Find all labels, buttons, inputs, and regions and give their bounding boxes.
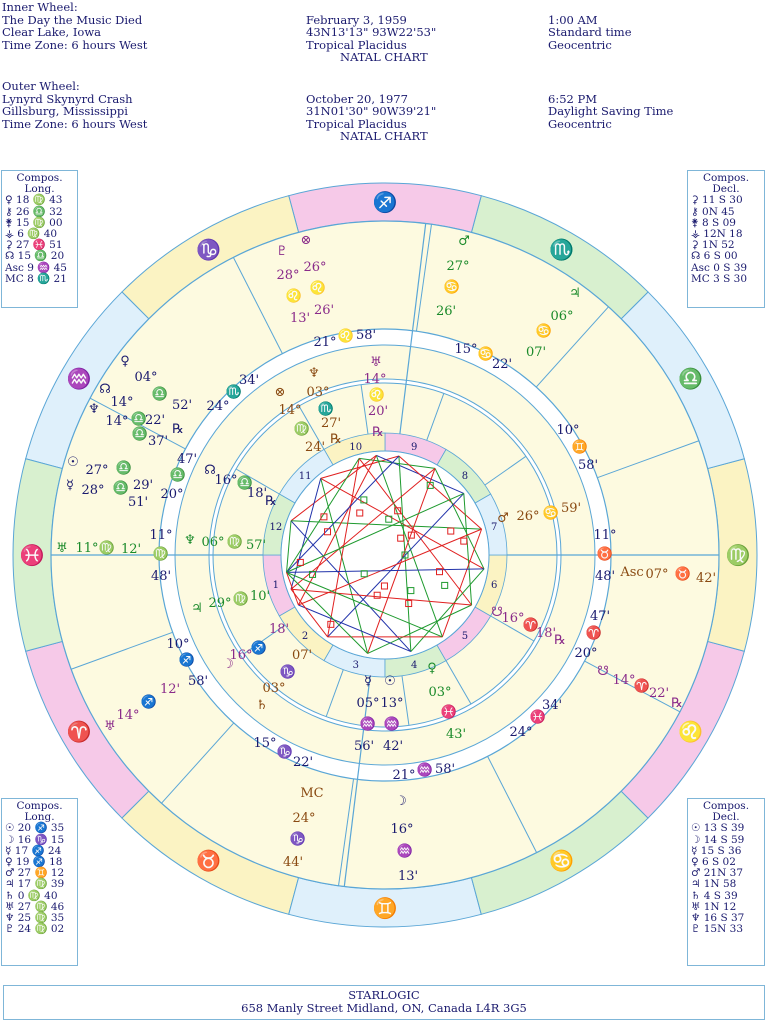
box-row: ♀ 19 ♐ 18 [5,856,63,869]
chart-label: 12' [120,542,142,557]
chart-label: ♋ [542,506,560,521]
zodiac-sign-glyph: ♊ [372,896,398,920]
outer-wheel-name: Lynyrd Skynyrd Crash [2,91,133,106]
chart-label: ♎ [112,481,130,496]
chart-label: ♄ [256,698,268,713]
box-row: ☿ 17 ♐ 24 [5,844,62,857]
house-number: 3 [352,660,359,672]
chart-label: ♆ [88,402,100,417]
chart-label: 26° [516,509,540,524]
chart-label: ♎ [131,427,149,442]
box-row: ⚳ 11 S 30 [691,194,743,207]
chart-label: ♅ [56,541,68,556]
chart-label: ♋ [443,280,461,295]
house-number: 4 [411,660,418,672]
house-number: 6 [490,580,498,592]
chart-label: ♆ [308,366,320,381]
zodiac-sign-glyph: ♏ [549,237,574,262]
chart-label: 20° [574,646,598,661]
chart-label: 26' [313,303,335,318]
box-row: MC 8 ♏ 21 [5,272,67,285]
chart-label: ♍ [98,541,116,556]
inner-wheel-timezone: Time Zone: 6 hours West [2,37,148,52]
inner-wheel-middle [306,14,436,64]
box-title: Compos. [702,172,750,184]
chart-label: ♉ [674,567,692,582]
chart-label: 28° [276,268,300,283]
chart-label: 34' [541,698,563,713]
chart-label: 14° [363,372,387,387]
zodiac-sign-glyph: ♒ [66,366,92,391]
chart-label: ☿ [66,478,74,493]
box-row: ⚶ 12N 18 [691,228,743,241]
house-number: 9 [411,441,418,453]
chart-label: ♐ [140,695,158,710]
chart-label: 14° [105,414,129,429]
chart-label: 04° [134,370,158,385]
chart-label: 07' [525,345,547,360]
footer-company: STARLOGIC [348,988,420,1002]
chart-label: ♋ [477,347,495,362]
chart-label: 07' [291,648,313,663]
chart-label: 20' [367,404,389,419]
chart-label: MC [300,786,324,801]
box-row: ♃ 17 ♍ 39 [5,878,65,891]
chart-label: ♎ [151,387,169,402]
chart-label: 13° [380,696,404,711]
chart-label: 14° [612,673,636,688]
chart-label: 22' [144,413,166,428]
chart-label: 15° [253,736,277,751]
chart-label: 21° [313,335,337,350]
chart-label: 13' [289,311,311,326]
chart-label: ♌ [285,289,303,304]
house-number: 10 [349,441,363,453]
chart-label: 56' [353,739,375,754]
zodiac-sign-glyph: ♉ [196,848,221,873]
box-row: ⚷ 26 ♎ 32 [5,205,63,218]
chart-label: ♋ [535,324,553,339]
chart-label: ♏ [317,402,335,417]
chart-label: ♓ [440,705,458,720]
composite-longitude-box-bottom [1,798,78,966]
chart-label: 24° [206,399,230,414]
chart-label: 13' [397,869,419,884]
box-row: MC 3 S 30 [691,272,748,285]
chart-label: ☽ [222,657,234,672]
chart-label: 57' [245,538,267,553]
chart-label: ☋ [597,664,609,679]
box-row: Asc 0 S 39 [691,261,748,274]
chart-label: 48' [150,569,172,584]
box-row: ♆ 25 ♍ 35 [5,912,65,925]
zodiac-sign-glyph: ♍ [725,543,751,567]
box-row: ⚵ 15 ♍ 00 [5,216,63,229]
chart-label: 24' [304,440,326,455]
outer-wheel-center: Geocentric [548,116,612,131]
chart-label: ⊗ [274,385,286,400]
chart-label: 14° [278,403,302,418]
footer-address: 658 Manly Street Midland, ON, Canada L4R 3G5 [241,1001,527,1015]
chart-label: ♑ [276,745,294,760]
box-row: ☽ 14 S 59 [691,833,745,846]
house-number: 1 [272,580,280,592]
chart-label: ♎ [169,468,187,483]
chart-label: 10' [249,589,271,604]
chart-label: 47' [176,452,198,467]
chart-label: 07° [645,567,669,582]
chart-label: 12' [159,682,181,697]
chart-label: ♎ [236,476,254,491]
chart-label: ♐ [250,641,268,656]
inner-wheel-name: The Day the Music Died [2,12,143,27]
inner-wheel-left [2,1,147,51]
zodiac-sign-glyph: ♓ [19,543,45,567]
chart-label: ♃ [569,286,581,301]
chart-label: ☊ [204,463,216,478]
composite-longitude-box-top [1,170,78,308]
box-row: ♂ 27 ♊ 12 [5,867,65,880]
chart-label: 03° [428,685,452,700]
chart-label: ♀ [427,661,437,676]
box-row: ♃ 1N 58 [691,878,737,891]
outer-wheel-right [548,93,673,131]
chart-label: 10° [556,423,580,438]
chart-label: 14° [110,395,134,410]
chart-label: 16° [214,473,238,488]
outer-wheel-place: Gillsburg, Mississippi [2,104,128,119]
chart-label: ℞ [671,696,683,711]
box-row: ☽ 16 ♑ 15 [5,833,65,846]
house-number: 2 [301,630,309,642]
chart-label: 24° [292,811,316,826]
chart-label: 03° [262,681,286,696]
chart-label: ♌ [309,281,327,296]
chart-label: ☉ [67,455,79,470]
box-row: ♀ 18 ♍ 43 [5,194,63,207]
box-row: ⚵ 8 S 09 [691,216,736,229]
chart-label: ♒ [359,717,377,732]
chart-label: 26° [303,260,327,275]
inner-wheel-system: Tropical Placidus [306,37,407,52]
chart-label: ♌ [368,388,386,403]
inner-wheel-title: Inner Wheel: [2,0,78,14]
outer-wheel-coords: 31N01'30" 90W39'21" [306,104,437,119]
chart-label: 24° [509,725,533,740]
chart-label: ♍ [152,547,170,562]
box-row: ♅ 27 ♍ 46 [5,900,65,913]
box-subtitle: Long. [24,183,55,196]
inner-wheel-time: 1:00 AM [548,12,598,27]
chart-label: 11° [75,541,99,556]
zodiac-sign-glyph: ♑ [196,237,221,262]
chart-label: ♐ [178,653,196,668]
chart-label: ♊ [571,440,589,455]
chart-label: ♒ [383,717,401,732]
box-row: ☊ 6 S 00 [691,250,738,263]
chart-label: ♀ [120,354,130,369]
bi-wheel-chart [0,160,768,985]
chart-label: ♒ [396,844,414,859]
chart-label: ☊ [99,382,111,397]
box-row: ♄ 0 ♍ 40 [5,889,58,902]
chart-label: 27' [320,416,342,431]
chart-label: ♈ [633,679,651,694]
chart-label: ☋ [491,605,503,620]
outer-wheel-system: Tropical Placidus [306,116,407,131]
chart-label: 29° [208,596,232,611]
chart-label: 42' [382,739,404,754]
outer-wheel-left [2,80,147,130]
chart-label: ℞ [554,633,566,648]
chart-label: ♍ [293,422,311,437]
footer-credit [3,985,765,1020]
box-row: ☊ 15 ♎ 20 [5,250,65,263]
outer-wheel-middle [306,93,436,143]
chart-label: 58' [187,674,209,689]
chart-label: 59' [560,501,582,516]
zodiac-sign-glyph: ♌ [678,719,704,744]
chart-label: ⊗ [300,233,312,248]
inner-wheel-timetype: Standard time [548,25,632,40]
chart-label: ♇ [276,244,288,259]
box-row: ♄ 4 S 39 [691,889,738,902]
chart-label: 22' [292,755,314,770]
box-row: ⚳ 1N 52 [691,239,735,252]
chart-label: ♂ [458,234,470,249]
chart-label: ♌ [337,329,355,344]
chart-label: ♂ [497,511,509,526]
zodiac-sign-glyph: ♈ [66,719,92,744]
chart-label: ♑ [279,665,297,680]
chart-label: ℞ [265,494,277,509]
outer-wheel-time: 6:52 PM [548,91,597,106]
chart-label: 22' [648,686,670,701]
house-number: 11 [298,471,312,483]
chart-label: ♏ [225,385,243,400]
box-row: ☿ 15 S 36 [691,844,742,857]
box-subtitle: Long. [24,811,55,824]
chart-label: 03° [306,385,330,400]
chart-label: 06° [201,535,225,550]
chart-label: 34' [238,373,260,388]
chart-label: ♈ [585,626,603,641]
chart-label: 51' [127,495,149,510]
chart-label: 22' [491,357,513,372]
outer-wheel-title: Outer Wheel: [2,79,80,93]
chart-label: ♒ [416,763,434,778]
chart-label: ♎ [115,461,133,476]
chart-label: ℞ [330,432,342,447]
chart-label: ♈ [522,618,540,633]
chart-label: 21° [392,768,416,783]
inner-wheel-date: February 3, 1959 [306,12,407,27]
chart-label: ♓ [529,710,547,725]
box-row: Asc 9 ♒ 45 [5,261,67,274]
chart-label: ♃ [191,601,203,616]
chart-label: 11° [593,528,617,543]
chart-label: ♍ [226,535,244,550]
box-row: ⚷ 0N 45 [691,205,735,218]
box-title: Compos. [702,800,750,812]
chart-label: ♍ [232,592,250,607]
zodiac-sign-glyph: ♐ [372,190,398,214]
chart-label: ℞ [172,422,184,437]
house-number: 12 [269,521,283,533]
chart-label: 47' [589,609,611,624]
chart-label: 48' [594,569,616,584]
outer-wheel-chart: NATAL CHART [340,129,428,144]
composite-declination-box-bottom [687,798,765,966]
chart-label: ♎ [130,412,148,427]
chart-label: ☽ [395,794,407,809]
house-number: 5 [461,630,469,642]
chart-label: 42' [695,571,717,586]
inner-wheel-right [548,14,632,52]
zodiac-sign-glyph: ♋ [549,848,574,873]
box-row: ♆ 16 S 37 [691,912,745,925]
box-row: ♀ 6 S 02 [691,856,736,869]
box-title: Compos. [16,172,63,184]
box-row: ☉ 13 S 39 [691,822,745,835]
chart-label: ♑ [289,832,307,847]
chart-label: 10° [166,637,190,652]
box-row: ♇ 15N 33 [691,923,743,936]
chart-label: ♉ [596,547,614,562]
outer-wheel-timezone: Time Zone: 6 hours West [2,116,148,131]
box-title: Compos. [16,800,63,812]
chart-label: ♅ [370,355,382,370]
outer-wheel-date: October 20, 1977 [306,91,408,106]
chart-label: 37' [147,434,169,449]
aspect-circle [281,451,489,659]
box-subtitle: Decl. [712,183,740,196]
chart-label: 11° [149,528,173,543]
chart-label: 27° [446,259,470,274]
chart-label: 43' [445,727,467,742]
chart-label: 14° [116,708,140,723]
inner-wheel-center: Geocentric [548,37,612,52]
chart-label: 16° [390,822,414,837]
box-row: ☉ 20 ♐ 35 [5,822,65,835]
chart-label: 18' [268,622,290,637]
house-number: 7 [490,521,498,533]
box-row: ♅ 1N 12 [691,900,737,913]
chart-label: 58' [434,762,456,777]
chart-label: 58' [577,458,599,473]
chart-label: ☿ [364,674,372,689]
chart-label: 44' [282,855,304,870]
box-row: ♇ 24 ♍ 02 [5,923,65,936]
outer-wheel-timetype: Daylight Saving Time [548,104,674,119]
inner-wheel-place: Clear Lake, Iowa [2,25,102,40]
chart-label: ☉ [384,674,396,689]
box-subtitle: Decl. [712,811,740,824]
zodiac-sign-glyph: ♎ [678,366,704,391]
chart-label: Asc [620,565,644,580]
chart-label: 06° [550,309,574,324]
chart-label: 18' [535,626,557,641]
chart-label: 15° [454,342,478,357]
composite-declination-box-top [687,170,765,308]
chart-label: ♅ [104,719,116,734]
box-row: ⚶ 6 ♍ 40 [5,228,58,241]
house-number: 8 [461,471,469,483]
chart-label: 18' [246,486,268,501]
chart-label: 52' [171,398,193,413]
chart-label: 20° [160,487,184,502]
chart-label: 28° [81,483,105,498]
chart-label: 05° [356,696,380,711]
chart-label: 16° [229,648,253,663]
chart-label: 26' [435,304,457,319]
chart-label: 58' [355,328,377,343]
chart-label: 27° [85,463,109,478]
box-row: ♂ 21N 37 [691,867,743,880]
inner-wheel-coords: 43N13'13" 93W22'53" [306,25,437,40]
chart-label: 29' [132,478,154,493]
chart-label: ♆ [184,533,196,548]
chart-label: 16° [501,611,525,626]
box-row: ⚳ 27 ♓ 51 [5,239,63,252]
chart-label: ℞ [372,425,384,440]
inner-wheel-chart: NATAL CHART [340,50,428,65]
